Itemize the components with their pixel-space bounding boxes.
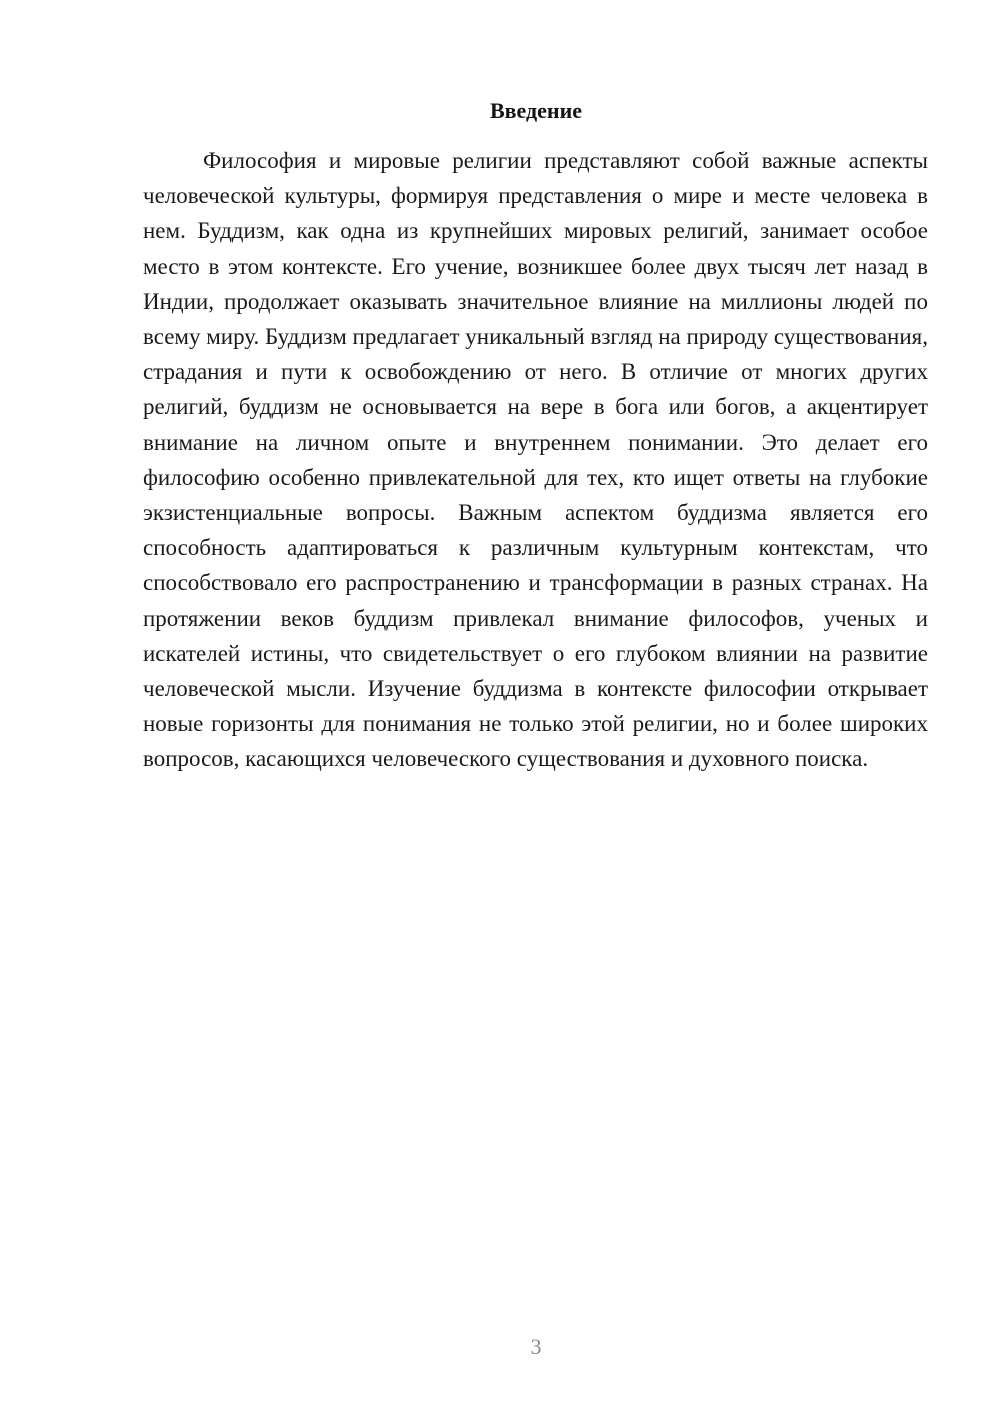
body-paragraph: Философия и мировые религии представляют собой важные аспекты человеческой культуры, формируя представления о мире и месте человека в нем. Буддизм, как одна из крупнейших мировых религий, занимает особое место в этом контексте. Его учение, возникшее более двух тысяч лет назад в Индии, продолжает оказывать значительное влияние на миллионы людей по всему миру. Буддизм предлагает уникальный взгляд на природу существования, страдания и пути к освобождению от него. В отличие от многих других религий, буддизм не основывается на вере в бога или богов, а акцентирует внимание на личном опыте и внутреннем понимании. Это делает его философию особенно привлекательной для тех, кто ищет ответы на глубокие экзистенциальные вопросы. Важным аспектом буддизма является его способность адаптироваться к различным культурным контекстам, что способствовало его распространению и трансформации в разных странах. На протяжении веков буддизм привлекал внимание философов, ученых и искателей истины, что свидетельствует о его глубоком влиянии на развитие человеческой мысли. Изучение буддизма в контексте философии открывает новые горизонты для понимания не только этой религии, но и более широких вопросов, касающихся человеческого существования и духовного поиска. <box>143 148 928 772</box>
section-heading: Введение <box>489 98 583 123</box>
page-number: 3 <box>530 1334 542 1359</box>
